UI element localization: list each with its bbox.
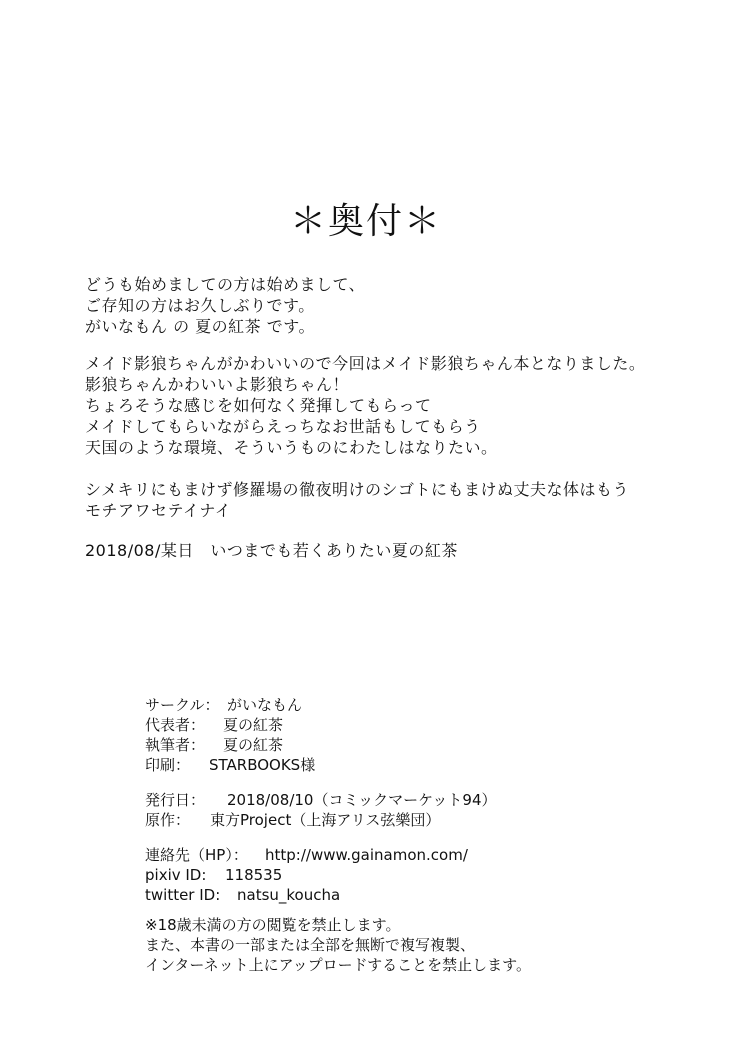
message-line: ちょろそうな感じを如何なく発揮してもらって	[85, 396, 432, 415]
issue-date-label: 発行日：	[145, 791, 206, 809]
issue-date-row	[145, 790, 497, 810]
pixiv-row	[145, 865, 282, 885]
signature-line: 2018/08/某日 いつまでも若くありたい夏の紅茶	[85, 541, 458, 560]
message-line: メイドしてもらいながらえっちなお世話もしてもらう	[85, 417, 481, 436]
representative-value: 夏の紅茶	[223, 716, 284, 734]
twitter-value: natsu_koucha	[237, 886, 341, 904]
message-line: がいなもん の 夏の紅茶 です。	[85, 317, 315, 336]
printer-value: STARBOOKS様	[209, 756, 316, 774]
message-line: ご存知の方はお久しぶりです。	[85, 296, 315, 315]
twitter-row	[145, 885, 340, 905]
circle-row	[145, 695, 302, 715]
message-line: 影狼ちゃんかわいいよ影狼ちゃん！	[85, 375, 350, 394]
notice-line: ※18歳未満の方の閲覧を禁止します。	[145, 916, 401, 934]
original-row	[145, 810, 440, 830]
issue-date-value: 2018/08/10（コミックマーケット94）	[227, 791, 497, 809]
contact-label: 連絡先（HP）：	[145, 846, 248, 864]
representative-row	[145, 715, 283, 735]
page-title: ＊奥付＊	[289, 201, 442, 242]
message-line: 天国のような環境、そういうものにわたしはなりたい。	[85, 438, 498, 457]
original-label: 原作：	[145, 811, 191, 829]
notice-line: また、本書の一部または全部を無断で複写複製、	[145, 936, 476, 954]
representative-label: 代表者：	[145, 716, 206, 734]
notice-line: インターネット上にアップロードすることを禁止します。	[145, 956, 531, 974]
contact-link[interactable]: http://www.gainamon.com/	[265, 846, 468, 864]
contact-row	[145, 845, 468, 865]
author-label: 執筆者：	[145, 736, 206, 754]
message-line: シメキリにもまけず修羅場の徹夜明けのシゴトにもまけぬ丈夫な体はもう	[85, 480, 630, 499]
message-line: モチアワセテイナイ	[85, 501, 232, 520]
pixiv-value: 118535	[225, 866, 283, 884]
printer-row	[145, 755, 315, 775]
circle-value: がいなもん	[227, 696, 303, 714]
author-value: 夏の紅茶	[223, 736, 284, 754]
message-line: メイド影狼ちゃんがかわいいので今回はメイド影狼ちゃん本となりました。	[85, 354, 646, 373]
author-row	[145, 735, 283, 755]
message-line: どうも始めましての方は始めまして、	[85, 275, 366, 294]
printer-label: 印刷：	[145, 756, 191, 774]
original-value: 東方Project（上海アリス弦樂団）	[210, 811, 441, 829]
twitter-label: twitter ID:	[145, 886, 221, 904]
circle-label: サークル：	[145, 696, 220, 714]
pixiv-label: pixiv ID:	[145, 866, 207, 884]
